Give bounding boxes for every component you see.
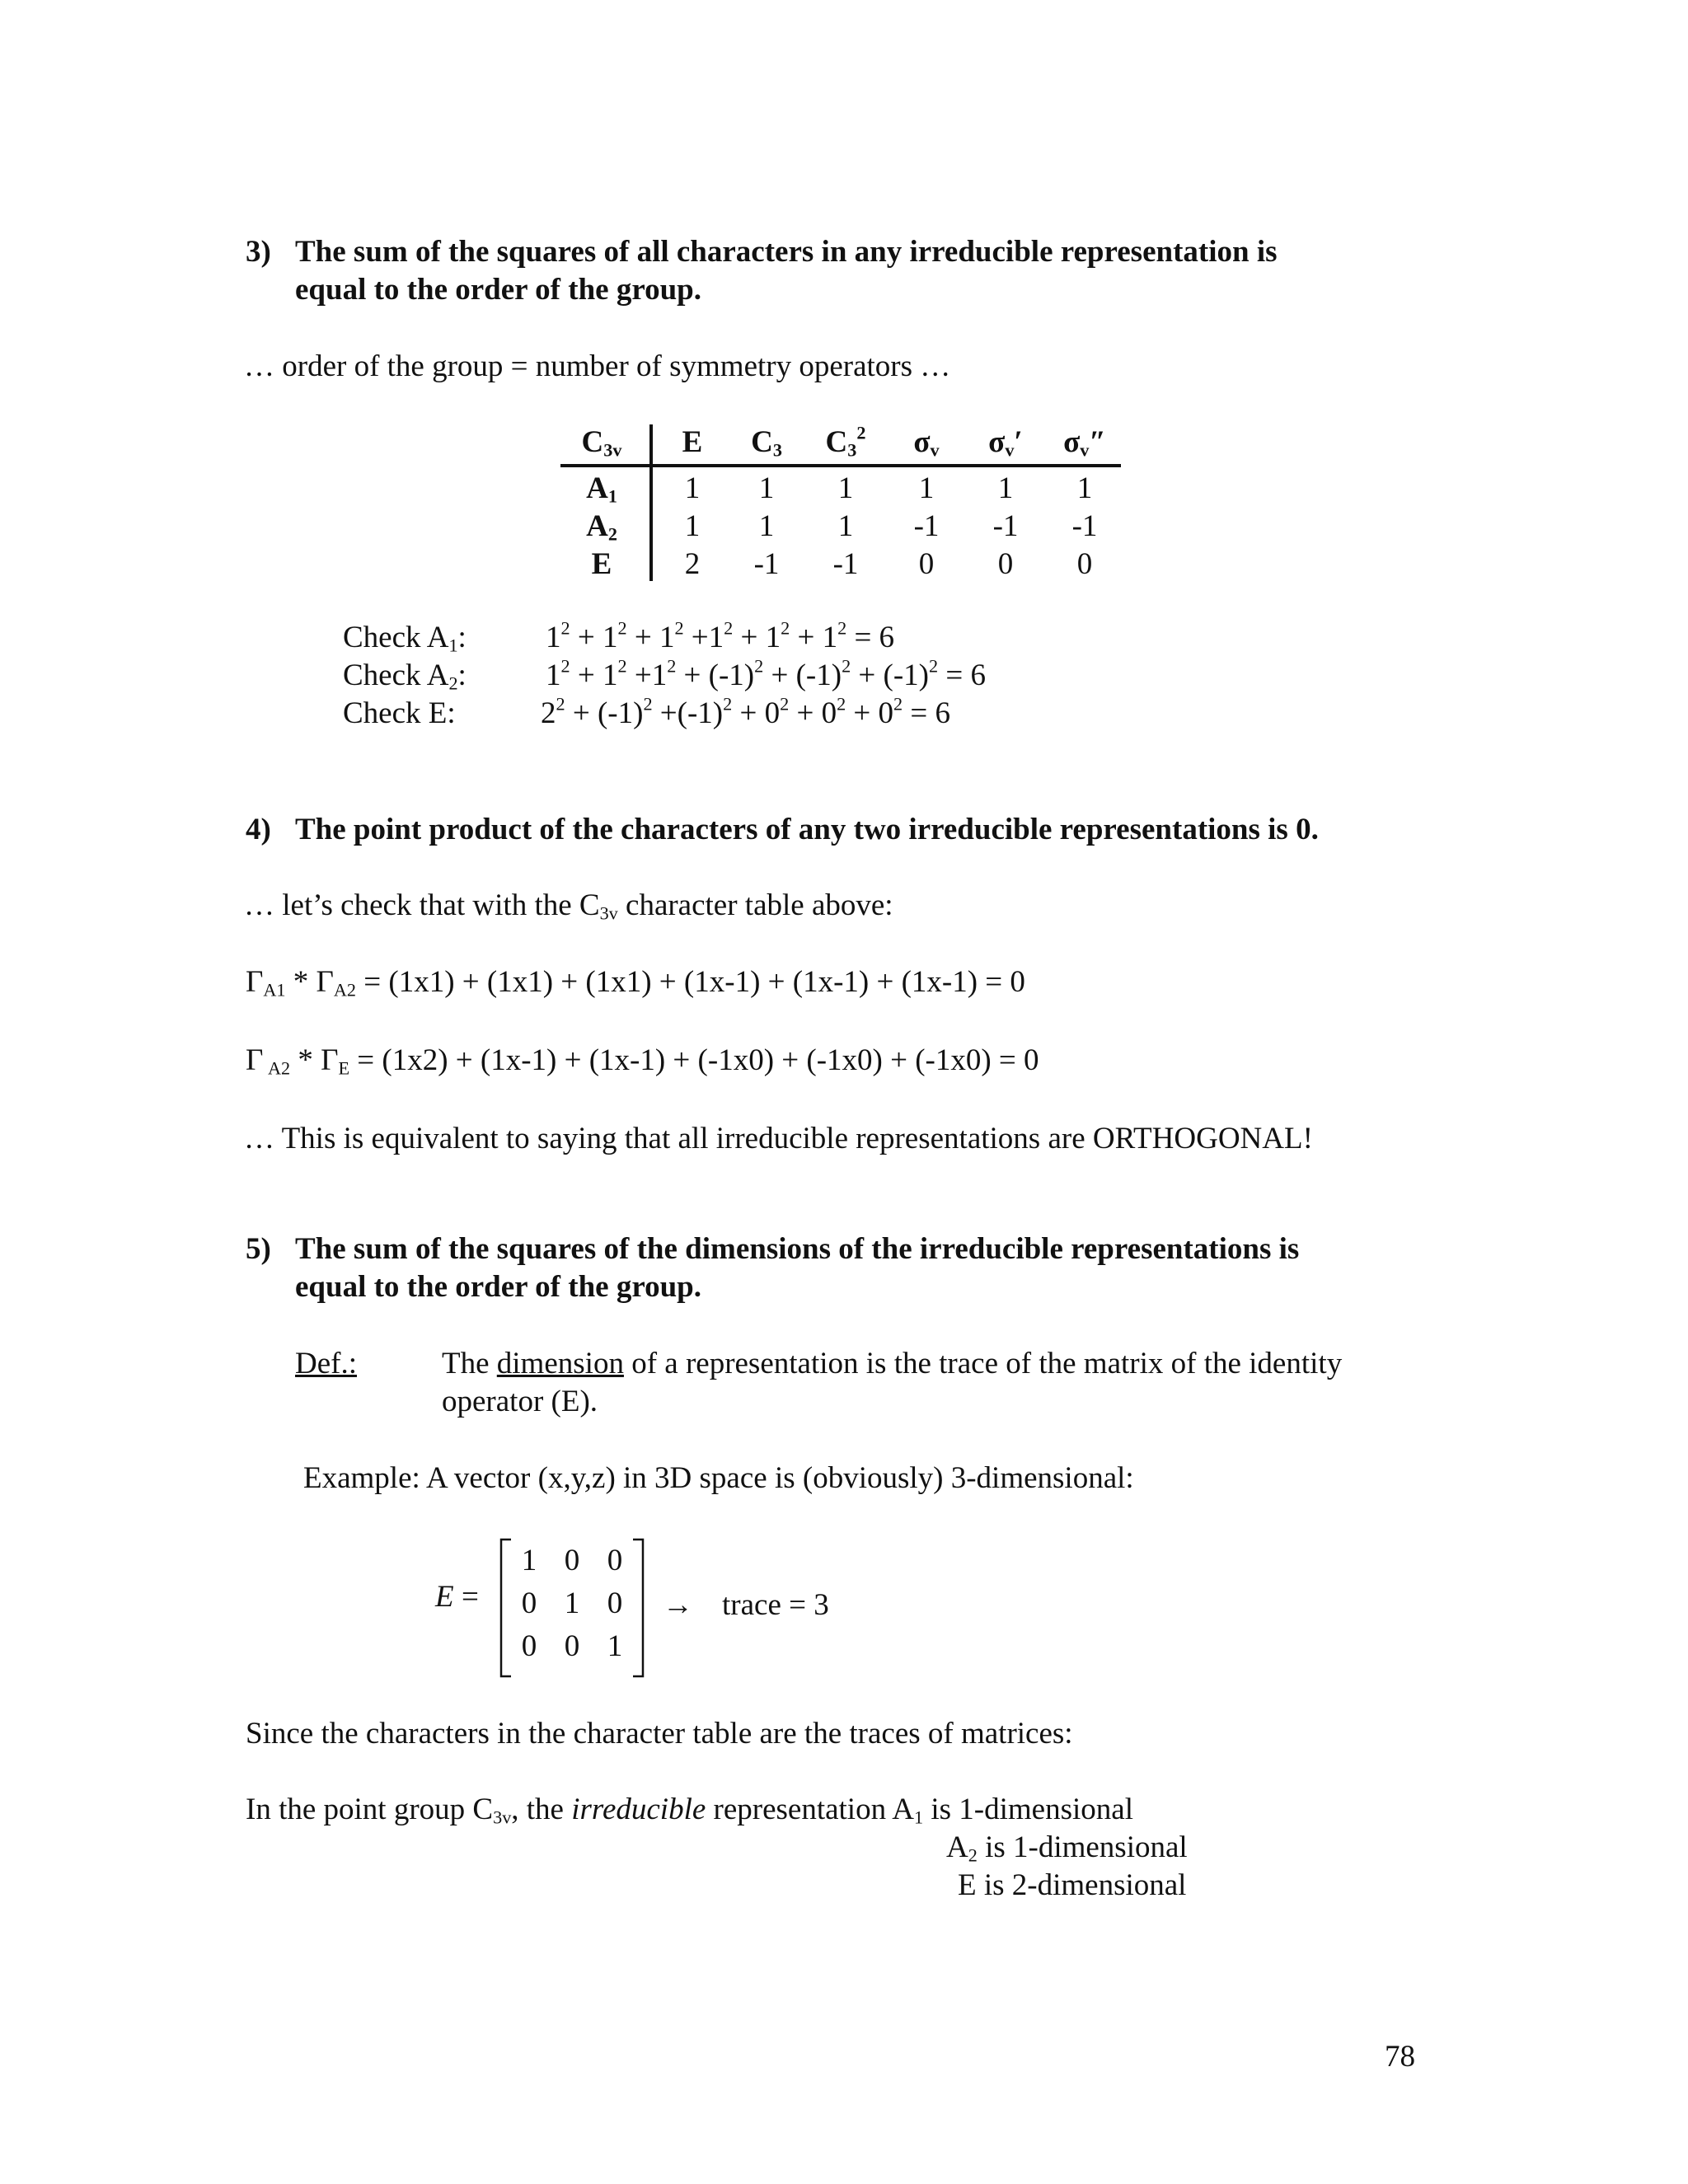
- term-exponent: 2: [929, 655, 939, 677]
- op-subscript: v: [1005, 439, 1015, 461]
- op-prime: ′: [1014, 425, 1023, 459]
- check-label-subscript: 1: [448, 635, 458, 656]
- term-base: 1: [546, 658, 561, 692]
- arrow-icon: →: [663, 1588, 693, 1622]
- trace-result: trace = 3: [722, 1588, 829, 1622]
- character-value: 0: [918, 547, 935, 581]
- section5-heading-line2: equal to the order of the group.: [295, 1270, 701, 1304]
- table-row: [560, 546, 1121, 584]
- character-table-header: [560, 424, 1121, 462]
- term-exponent: 2: [643, 693, 653, 715]
- term-exponent: 2: [674, 617, 684, 639]
- example-text: Example: A vector (x,y,z) in 3D space is (obviously) 3-dimensional:: [303, 1461, 1134, 1495]
- check-equation: [546, 655, 986, 694]
- table-vertical-rule: [649, 424, 653, 581]
- term-exponent: 2: [837, 617, 847, 639]
- section3-note: … order of the group = number of symmetry operators …: [244, 349, 951, 383]
- character-value: -1: [832, 547, 859, 581]
- term-base: (-1): [883, 658, 929, 692]
- term-base: 0: [821, 696, 837, 730]
- page-number: 78: [1385, 2040, 1415, 2074]
- section3-number: 3): [246, 235, 271, 269]
- matrix-equals: =: [462, 1580, 479, 1614]
- character-value: 1: [837, 471, 854, 505]
- term-exponent: 2: [617, 617, 627, 639]
- term-base: 1: [651, 658, 668, 692]
- check-label-colon: :: [457, 658, 467, 692]
- term-base: 1: [659, 621, 675, 654]
- op-symbol: σ: [988, 425, 1006, 459]
- term-base: 1: [602, 658, 618, 692]
- term-operator: +: [676, 658, 709, 692]
- term-operator: +: [851, 658, 884, 692]
- check-label-text: Check A: [343, 658, 449, 692]
- term-base: (-1): [795, 658, 842, 692]
- irrep-label: [560, 546, 643, 583]
- term-operator: +: [789, 696, 822, 730]
- check-equation: [541, 693, 950, 732]
- matrix-entry: 0: [564, 1544, 580, 1577]
- term-operator: = 6: [938, 658, 986, 692]
- term-exponent: 2: [556, 693, 565, 715]
- matrix-entry: 1: [607, 1629, 623, 1663]
- group-label: $C_{3v}$: [581, 425, 622, 461]
- table-header-op: [1043, 424, 1126, 461]
- section4-number: 4): [246, 813, 271, 846]
- section4-heading: The point product of the characters of any two irreducible representations is 0.: [295, 813, 1319, 846]
- check-label: [343, 658, 467, 694]
- op-symbol: σ: [913, 425, 931, 459]
- irrep-symbol: A: [586, 509, 608, 543]
- table-header-rule: [560, 464, 1121, 467]
- table-header-op: [725, 424, 808, 461]
- matrix-entry: 0: [521, 1586, 537, 1620]
- irrep-symbol: A: [586, 471, 608, 505]
- matrix-right-bracket: [630, 1538, 646, 1678]
- term-operator: = 6: [903, 696, 950, 730]
- term-base: 1: [546, 621, 561, 654]
- character-value: -1: [753, 547, 780, 581]
- op-symbol: E: [682, 425, 703, 459]
- term-operator: +: [626, 658, 652, 692]
- term-exponent: 2: [893, 693, 903, 715]
- irrep-label: [560, 509, 643, 545]
- check-label-text: Check E: [343, 696, 448, 730]
- character-value: 1: [758, 509, 775, 543]
- check-label-colon: :: [457, 621, 467, 654]
- since-text: Since the characters in the character table are the traces of matrices:: [246, 1717, 1073, 1750]
- matrix-entry: 1: [521, 1544, 537, 1577]
- character-value: 1: [1076, 471, 1093, 505]
- section5-number: 5): [246, 1232, 271, 1266]
- term-base: 0: [764, 696, 781, 730]
- irrep-subscript: 2: [607, 523, 617, 545]
- term-exponent: 2: [724, 617, 734, 639]
- op-superscript: 2: [856, 422, 866, 443]
- term-operator: = 6: [846, 621, 895, 654]
- check-block: [343, 617, 1167, 743]
- term-base: 0: [878, 696, 894, 730]
- term-exponent: 2: [723, 693, 733, 715]
- term-base: 2: [541, 696, 556, 730]
- section3-heading-line1: The sum of the squares of all characters in any irreducible representation is: [295, 235, 1278, 269]
- irrep-subscript: 1: [607, 485, 617, 507]
- character-value: 1: [684, 471, 701, 505]
- term-base: (-1): [677, 696, 724, 730]
- check-equation: [546, 617, 895, 656]
- table-row: [560, 471, 1121, 509]
- section4-intro: … let’s check that with the $C_{3v}$ character table above:: [244, 888, 893, 924]
- character-value: 2: [684, 547, 701, 581]
- term-operator: +: [846, 696, 879, 730]
- term-exponent: 2: [560, 655, 570, 677]
- term-operator: +: [683, 621, 709, 654]
- definition-text: The dimension of a representation is the trace of the matrix of the identity: [442, 1347, 1343, 1380]
- definition-label: Def.:: [295, 1347, 357, 1380]
- term-base: 1: [822, 621, 838, 654]
- check-label: [343, 620, 467, 656]
- term-operator: +: [763, 658, 796, 692]
- term-exponent: 2: [780, 693, 790, 715]
- term-operator: +: [626, 621, 659, 654]
- op-symbol: σ: [1063, 425, 1081, 459]
- term-base: 1: [765, 621, 781, 654]
- check-label: [343, 696, 456, 732]
- matrix-entry: 0: [607, 1586, 623, 1620]
- table-header-op: [885, 424, 968, 461]
- term-operator: +: [733, 621, 766, 654]
- character-value: 1: [684, 509, 701, 543]
- orthogonality-equation-1: $\Gamma_{A1} * \Gamma_{A2} = (1x1) + (1x1) + (1x1) + (1x-1) + (1x-1) + (1x-1) = 0$: [246, 965, 1025, 1001]
- check-label-text: Check A: [343, 621, 449, 654]
- table-header-op: [651, 424, 734, 461]
- term-operator: +: [790, 621, 823, 654]
- op-subscript: v: [930, 439, 940, 461]
- orthogonality-equation-2: Γ $_{A2} * \Gamma_E = (1x2) + (1x-1) + (1x-1) + (-1x0) + (-1x0) + (-1x0) = 0$: [246, 1043, 1039, 1079]
- character-value: 1: [997, 471, 1014, 505]
- op-symbol: C: [751, 425, 773, 459]
- op-subscript: 3: [847, 439, 857, 461]
- character-value: 1: [918, 471, 935, 505]
- irrep-symbol: E: [591, 547, 612, 581]
- section5-heading-line1: The sum of the squares of the dimensions of the irreducible representations is: [295, 1232, 1300, 1266]
- term-operator: +: [565, 696, 598, 730]
- check-label-subscript: 2: [448, 673, 458, 694]
- point-group-dimension-a1: In the point group $C_{3v}$, the irreducible representation $A_1$ is 1-dimensional: [246, 1793, 1133, 1828]
- table-row: [560, 509, 1121, 546]
- character-table: [560, 424, 1121, 589]
- check-label-colon: :: [447, 696, 456, 730]
- check-row: [343, 693, 1167, 733]
- dimension-a2: $A_2$ is 1-dimensional: [946, 1830, 1188, 1866]
- matrix-entry: 0: [521, 1629, 537, 1663]
- check-row: [343, 655, 1167, 696]
- op-subscript: v: [1080, 439, 1090, 461]
- character-value: -1: [992, 509, 1019, 543]
- character-value: -1: [1071, 509, 1098, 543]
- op-subscript: 3: [772, 439, 782, 461]
- definition-text-line2: operator (E).: [442, 1385, 598, 1418]
- term-operator: +: [732, 696, 765, 730]
- term-exponent: 2: [842, 655, 851, 677]
- term-exponent: 2: [781, 617, 790, 639]
- term-exponent: 2: [754, 655, 764, 677]
- section3-heading-line2: equal to the order of the group.: [295, 273, 701, 307]
- identity-matrix: [435, 1538, 897, 1686]
- character-value: 0: [1076, 547, 1093, 581]
- matrix-entry: 0: [607, 1544, 623, 1577]
- matrix-entry: 1: [564, 1586, 580, 1620]
- op-symbol: C: [825, 425, 848, 459]
- dimension-e: E is 2-dimensional: [958, 1868, 1187, 1902]
- check-row: [343, 617, 1167, 658]
- term-exponent: 2: [837, 693, 846, 715]
- table-header-op: [964, 424, 1047, 461]
- term-exponent: 2: [667, 655, 677, 677]
- term-operator: +: [652, 696, 678, 730]
- term-base: 1: [602, 621, 618, 654]
- character-value: 0: [997, 547, 1014, 581]
- term-operator: +: [570, 658, 603, 692]
- term-exponent: 2: [617, 655, 627, 677]
- irrep-label: [560, 471, 643, 507]
- matrix-name: E: [435, 1580, 454, 1614]
- term-base: (-1): [708, 658, 755, 692]
- op-prime: ″: [1089, 425, 1106, 459]
- character-value: -1: [913, 509, 940, 543]
- term-exponent: 2: [560, 617, 570, 639]
- term-operator: +: [570, 621, 603, 654]
- term-base: (-1): [597, 696, 644, 730]
- matrix-entries: [511, 1538, 635, 1678]
- term-base: 1: [708, 621, 724, 654]
- table-header-op: [804, 424, 887, 461]
- character-value: 1: [758, 471, 775, 505]
- matrix-entry: 0: [564, 1629, 580, 1663]
- character-value: 1: [837, 509, 854, 543]
- section4-note: … This is equivalent to saying that all irreducible representations are ORTHOGONAL!: [244, 1122, 1313, 1155]
